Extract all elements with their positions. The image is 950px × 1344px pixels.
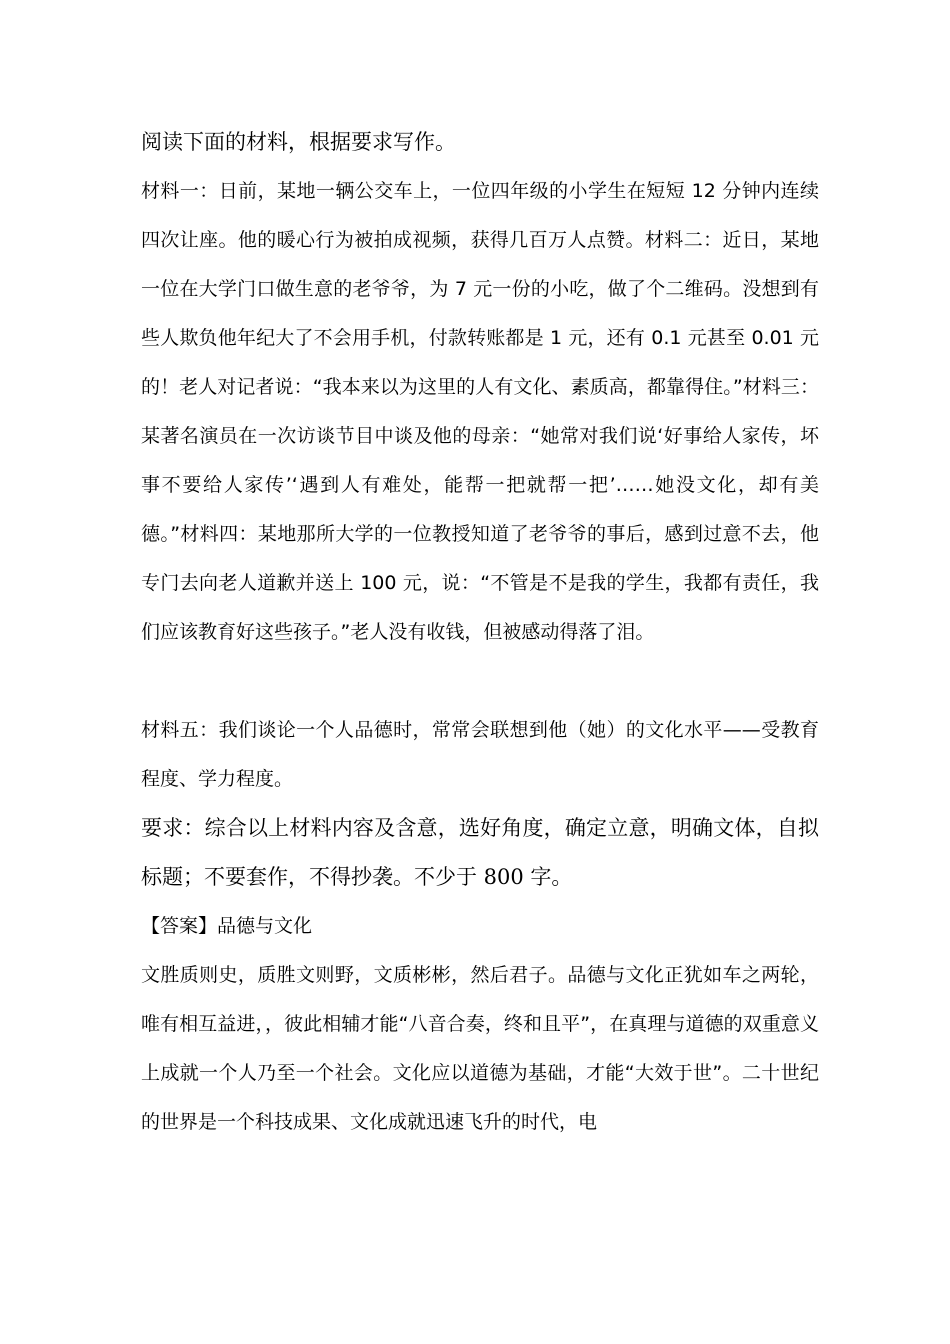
material-five-paragraph: 材料五：我们谈论一个人品德时，常常会联想到他（她）的文化水平——受教育程度、学力程度。 (141, 719, 819, 790)
document-page (141, 118, 819, 1147)
requirement-paragraph: 要求：综合以上材料内容及含意，选好角度，确定立意，明确文体，自拟标题；不要套作，不得抄袭。不少于 800 字。 (141, 816, 819, 889)
materials-paragraph: 材料一：日前，某地一辆公交车上，一位四年级的小学生在短短 12 分钟内连续四次让座。他的暖心行为被拍成视频，获得几百万人点赞。材料二：近日，某地一位在大学门口做生意的老爷爷，为 7 元一份的小吃，做了个二维码。没想到有些人欺负他年纪大了不会用手机，付款转账都是 1 元，还有 0.1 元甚至 0.01 元的！老人对记者说：“我本来以为这里的人有文化、素质高，都靠得住。”材料三：某著名演员在一次访谈节目中谈及他的母亲：“她常对我们说‘好事给人家传，坏事不要给人家传’‘遇到人有难处，能帮一把就帮一把’……她没文化，却有美德。”材料四：某地那所大学的一位教授知道了老爷爷的事后，感到过意不去，他专门去向老人道歉并送上 100 元，说：“不管是不是我的学生，我都有责任，我们应该教育好这些孩子。”老人没有收钱，但被感动得落了泪。 (141, 180, 819, 643)
instruction-paragraph: 阅读下面的材料，根据要求写作。 (141, 130, 456, 154)
answer-body-paragraph: 文胜质则史，质胜文则野，文质彬彬，然后君子。品德与文化正犹如车之两轮，唯有相互益进，，彼此相辅才能“八音合奏，终和且平”，在真理与道德的双重意义上成就一个人乃至一个社会。文化应以道德为基础，才能“大效于世”。二十世纪的世界是一个科技成果、文化成就迅速飞升的时代，电 (141, 964, 819, 1133)
answer-heading: 【答案】品德与文化 (141, 915, 313, 937)
